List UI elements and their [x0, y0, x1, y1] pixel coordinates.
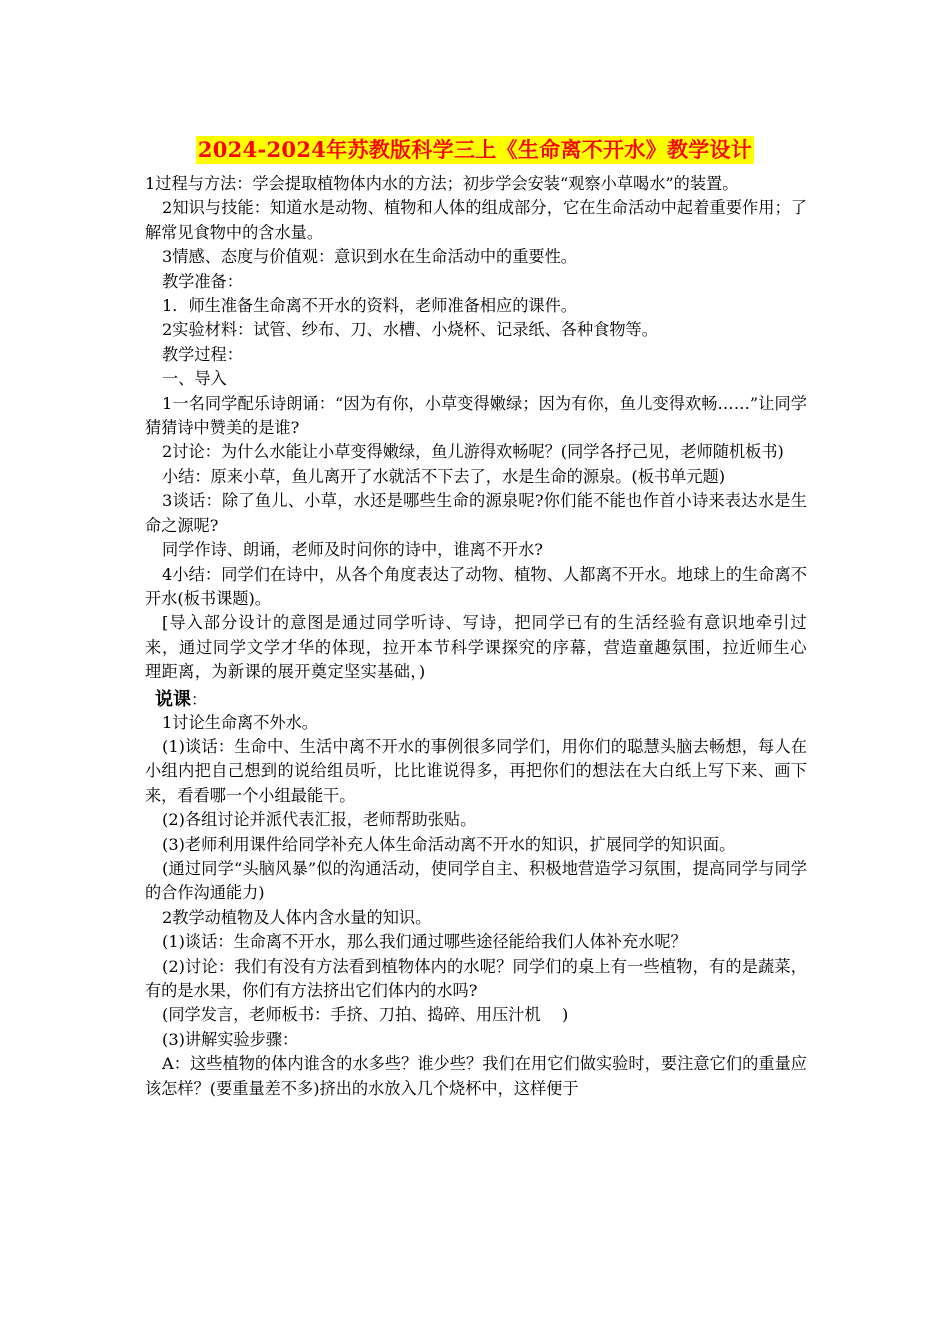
paragraph: 1过程与方法：学会提取植物体内水的方法；初步学会安装“观察小草喝水”的装置。	[145, 174, 739, 193]
paragraph: 3情感、态度与价值观：意识到水在生命活动中的重要性。	[162, 247, 577, 267]
paragraph: 2讨论：为什么水能让小草变得嫩绿，鱼儿游得欢畅呢？(同学各抒己见，老师随机板书)	[162, 442, 784, 462]
paragraph: (1)谈话：生命离不开水，那么我们通过哪些途径能给我们人体补充水呢？	[162, 932, 687, 952]
document-title: 2024-2024年苏教版科学三上《生命离不开水》教学设计	[197, 137, 753, 162]
section-heading	[145, 687, 807, 713]
paragraph: 1一名同学配乐诗朗诵：“因为有你，小草变得嫩绿；因为有你，鱼儿变得欢畅……”让同学猜猜诗中赞美的是谁?	[145, 393, 807, 438]
paragraph: 教学准备：	[162, 271, 243, 291]
paragraph: (3)讲解实验步骤：	[162, 1029, 299, 1049]
paragraph: (2)各组讨论并派代表汇报，老师帮助张贴。	[162, 810, 477, 830]
paragraph: 同学作诗、朗诵，老师及时问你的诗中，谁离不开水?	[162, 540, 543, 560]
paragraph: 2实验材料：试管、纱布、刀、水槽、小烧杯、记录纸、各种食物等。	[162, 320, 658, 340]
section-heading-colon: ：	[191, 689, 208, 709]
paragraph: 一、导入	[162, 369, 227, 389]
paragraph: 教学过程：	[162, 344, 243, 364]
title-wrap	[0, 136, 950, 164]
paragraph: 4小结：同学们在诗中，从各个角度表达了动物、植物、人都离不开水。地球上的生命离不开水(板书课题)。	[145, 564, 807, 608]
paragraph: 小结：原来小草，鱼儿离开了水就活不下去了，水是生命的源泉。(板书单元题)	[162, 466, 726, 486]
paragraph: (2)讨论：我们有没有方法看到植物体内的水呢？同学们的桌上有一些植物，有的是蔬菜，有的是水果，你们有方法挤出它们体内的水吗?	[145, 956, 807, 1000]
document-body	[145, 172, 807, 1101]
paragraph: (1)谈话：生命中、生活中离不开水的事例很多同学们，用你们的聪慧头脑去畅想，每人在小组内把自己想到的说给组员听，比比谁说得多，再把你们的想法在大白纸上写下来、画下来，看看哪一个小组最能干。	[145, 736, 807, 805]
paragraph: 1．师生准备生命离不开水的资料，老师准备相应的课件。	[162, 296, 577, 316]
paragraph: (同学发言，老师板书：手挤、刀拍、捣碎、用压汁机 )	[162, 1005, 569, 1025]
paragraph: A：这些植物的体内谁含的水多些？谁少些？我们在用它们做实验时，要注意它们的重量应该怎样？(要重量差不多)挤出的水放入几个烧杯中，这样便于	[145, 1054, 807, 1098]
paragraph: 1讨论生命离不外水。	[162, 712, 318, 732]
design-intent-note: [导入部分设计的意图是通过同学听诗、写诗，把同学已有的生活经验有意识地牵引过来，通过同学文学才华的体现，拉开本节科学课探究的序幕，营造童趣氛围，拉近师生心理距离，为新课的展开奠定坚实基础，)	[145, 613, 807, 682]
paragraph: 3谈话：除了鱼儿、小草，水还是哪些生命的源泉呢?你们能不能也作首小诗来表达水是生命之源呢?	[145, 491, 807, 535]
paragraph: (通过同学“头脑风暴”似的沟通活动，使同学自主、积极地营造学习氛围，提高同学与同学的合作沟通能力)	[145, 858, 807, 903]
paragraph: 2教学动植物及人体内含水量的知识。	[162, 907, 432, 927]
section-heading-text: 说课	[155, 688, 191, 710]
paragraph: 2知识与技能：知道水是动物、植物和人体的组成部分，它在生命活动中起着重要作用；了解常见食物中的含水量。	[145, 198, 807, 242]
paragraph: (3)老师利用课件给同学补充人体生命活动离不开水的知识，扩展同学的知识面。	[162, 834, 736, 854]
